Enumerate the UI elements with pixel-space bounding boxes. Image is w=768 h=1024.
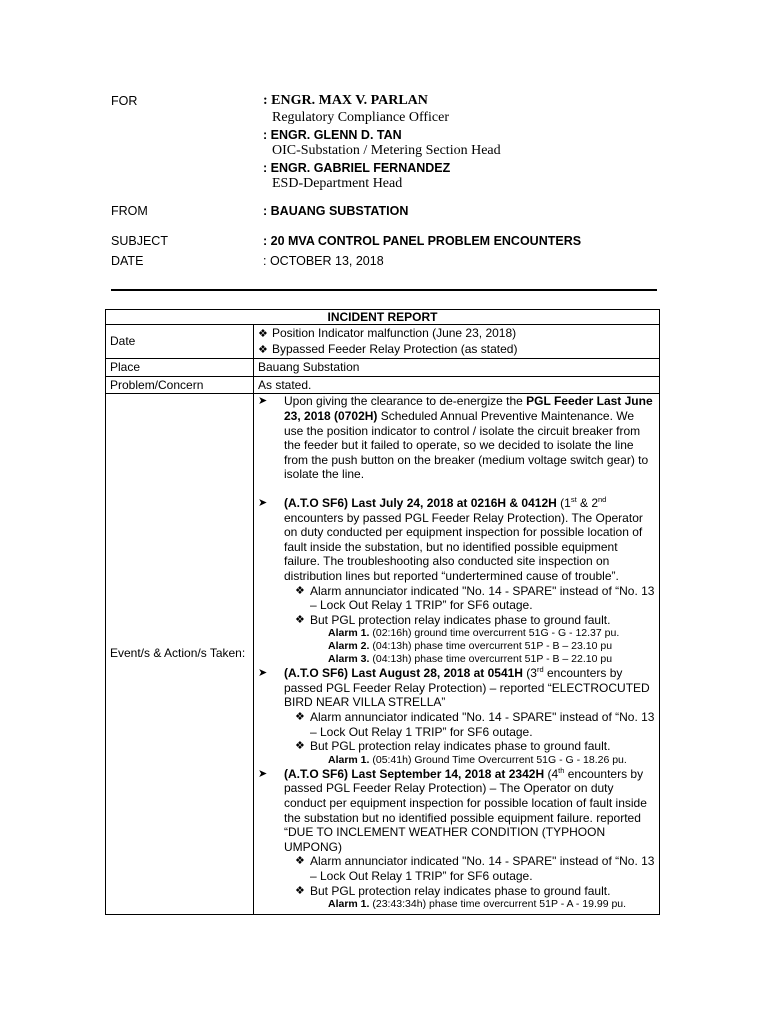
event-2-bullet-2	[258, 613, 655, 628]
event-3-bullet-2	[258, 739, 655, 754]
diamond-bullet-icon: ❖	[295, 740, 305, 753]
event-3-ordinal: (3	[522, 666, 537, 681]
row-value-place: Bauang Substation	[254, 359, 660, 377]
alarm-text: (04:13h) phase time overcurrent 51P - B – 23.10 pu	[369, 640, 613, 653]
table-title-row	[106, 310, 660, 325]
alarm-label: Alarm 3.	[328, 653, 370, 666]
diamond-bullet-icon: ❖	[295, 584, 305, 597]
row-label-place: Place	[106, 359, 254, 377]
event-2-sup-2: nd	[598, 494, 607, 504]
alarm-text: (23:43:34h) phase time overcurrent 51P - A - 19.99 pu.	[369, 898, 627, 911]
event-4-bullet-2	[258, 884, 655, 899]
recipient-2-name: : ENGR. GLENN D. TAN	[263, 128, 402, 142]
event-2-ordinal-2: & 2	[576, 495, 599, 510]
event-3-bullet-1	[258, 710, 655, 739]
event-2-ordinal: (1	[556, 495, 571, 510]
arrow-bullet-icon: ➤	[258, 667, 268, 680]
event-1-text-bold: PGL Feeder Last June 23, 2018 (0702H)	[284, 394, 653, 423]
event-4-bullet-1	[258, 854, 655, 883]
event-2-heading: (A.T.O SF6) Last July 24, 2018 at 0216H & 0412H	[284, 495, 557, 510]
event-4-alarm-1	[258, 898, 655, 913]
event-4-heading: (A.T.O SF6) Last September 14, 2018 at 2342H	[284, 766, 545, 781]
row-value-problem: As stated.	[254, 376, 660, 394]
diamond-bullet-icon: ❖	[295, 613, 305, 626]
alarm-label: Alarm 1.	[328, 753, 370, 766]
bullet-text: Alarm annunciator indicated "No. 14 - SPARE" instead of “No. 13 – Lock Out Relay 1 TRIP” for SF6 outage.	[310, 583, 655, 613]
table-row-problem	[106, 376, 660, 394]
arrow-bullet-icon: ➤	[258, 767, 268, 780]
row-value-events	[254, 394, 660, 915]
row-label-events: Event/s & Action/s Taken:	[106, 394, 254, 915]
subject-value: : 20 MVA CONTROL PANEL PROBLEM ENCOUNTERS	[263, 234, 582, 248]
event-4-text: encounters by passed PGL Feeder Relay Protection) – The Operator on duty conduct per equipment inspection for possible location of fault inside the substation but no identified possible equipment failure. reported “DUE TO INCLEMENT WEATHER CONDITION (TYPHOON UMPONG)	[284, 766, 647, 854]
bullet-text: But PGL protection relay indicates phase to ground fault.	[310, 739, 611, 754]
event-entry-2	[258, 496, 655, 584]
event-2-alarm-3	[258, 653, 655, 666]
recipient-1-name: : ENGR. MAX V. PARLAN	[263, 93, 428, 108]
event-2-alarm-1	[258, 627, 655, 640]
table-row-date	[106, 325, 660, 359]
alarm-text: (02:16h) ground time overcurrent 51G - G - 12.37 pu.	[369, 627, 620, 640]
subject-label: SUBJECT	[111, 234, 168, 248]
alarm-label: Alarm 2.	[328, 640, 370, 653]
date-label: DATE	[111, 254, 144, 268]
event-4-ordinal: (4	[544, 766, 559, 781]
event-3-text: encounters by passed PGL Feeder Relay Protection) – reported “ELECTROCUTED BIRD NEAR VILLA STRELLA”	[284, 666, 650, 710]
diamond-bullet-icon: ❖	[258, 343, 268, 356]
date-item	[258, 342, 655, 358]
report-title: INCIDENT REPORT	[106, 310, 660, 325]
recipient-2-title: OIC-Substation / Metering Section Head	[272, 143, 501, 158]
header-divider	[111, 289, 657, 291]
row-label-problem: Problem/Concern	[106, 376, 254, 394]
alarm-text: (05:41h) Ground Time Overcurrent 51G - G - 18.26 pu.	[369, 753, 627, 766]
date-item-text: Position Indicator malfunction (June 23, 2018)	[272, 326, 517, 340]
diamond-bullet-icon: ❖	[295, 855, 305, 868]
for-label: FOR	[111, 94, 138, 108]
alarm-label: Alarm 1.	[328, 627, 370, 640]
bullet-text: Alarm annunciator indicated "No. 14 - SPARE" instead of “No. 13 – Lock Out Relay 1 TRIP” for SF6 outage.	[310, 854, 655, 883]
event-1-text-post: Scheduled Annual Preventive Maintenance. We use the position indicator to control / isolate the circuit breaker from the feeder but it failed to operate, so we decided to isolate the line from the push button on the breaker (medium voltage switch gear) to isolate the line.	[284, 408, 649, 482]
diamond-bullet-icon: ❖	[295, 884, 305, 897]
alarm-label: Alarm 1.	[328, 898, 370, 911]
event-2-sup-1: st	[570, 494, 577, 504]
date-item	[258, 326, 655, 342]
date-item-text: Bypassed Feeder Relay Protection (as stated)	[272, 341, 518, 356]
event-3-heading: (A.T.O SF6) Last August 28, 2018 at 0541H	[284, 666, 523, 681]
from-label: FROM	[111, 204, 148, 218]
row-label-date: Date	[106, 325, 254, 359]
recipient-1-title: Regulatory Compliance Officer	[272, 110, 450, 125]
table-row-events	[106, 394, 660, 915]
alarm-text: (04:13h) phase time overcurrent 51P - B – 22.10 pu	[369, 653, 613, 666]
event-1-text-pre: Upon giving the clearance to de-energize the	[284, 394, 527, 409]
event-3-alarm-1	[258, 754, 655, 767]
event-2-text: encounters by passed PGL Feeder Relay Protection). The Operator on duty conducted per equipment inspection for possible location of fault inside the substation, but no identified possible equipment failure. The troubleshooting also conducted site inspection on distribution lines but reported “undertermined cause of trouble”.	[284, 510, 643, 583]
bullet-text: But PGL protection relay indicates phase to ground fault.	[310, 883, 611, 898]
recipient-3-title: ESD-Department Head	[272, 176, 403, 191]
row-value-date	[254, 325, 660, 359]
event-entry-1	[258, 394, 655, 482]
incident-report-table	[105, 309, 660, 915]
event-4-sup: th	[558, 765, 565, 775]
bullet-text: Alarm annunciator indicated "No. 14 - SPARE" instead of “No. 13 – Lock Out Relay 1 TRIP” for SF6 outage.	[310, 710, 655, 739]
event-2-bullet-1	[258, 584, 655, 613]
table-row-place	[106, 359, 660, 377]
event-2-alarm-2	[258, 640, 655, 653]
event-entry-3	[258, 666, 655, 710]
arrow-bullet-icon: ➤	[258, 395, 268, 408]
diamond-bullet-icon: ❖	[258, 328, 268, 340]
bullet-text: But PGL protection relay indicates phase to ground fault.	[310, 612, 611, 627]
event-entry-4	[258, 767, 655, 855]
arrow-bullet-icon: ➤	[258, 496, 268, 509]
diamond-bullet-icon: ❖	[295, 711, 305, 724]
event-3-sup: rd	[536, 665, 544, 675]
from-value: : BAUANG SUBSTATION	[263, 204, 409, 218]
date-value: : OCTOBER 13, 2018	[263, 254, 384, 268]
recipient-3-name: : ENGR. GABRIEL FERNANDEZ	[263, 161, 451, 175]
